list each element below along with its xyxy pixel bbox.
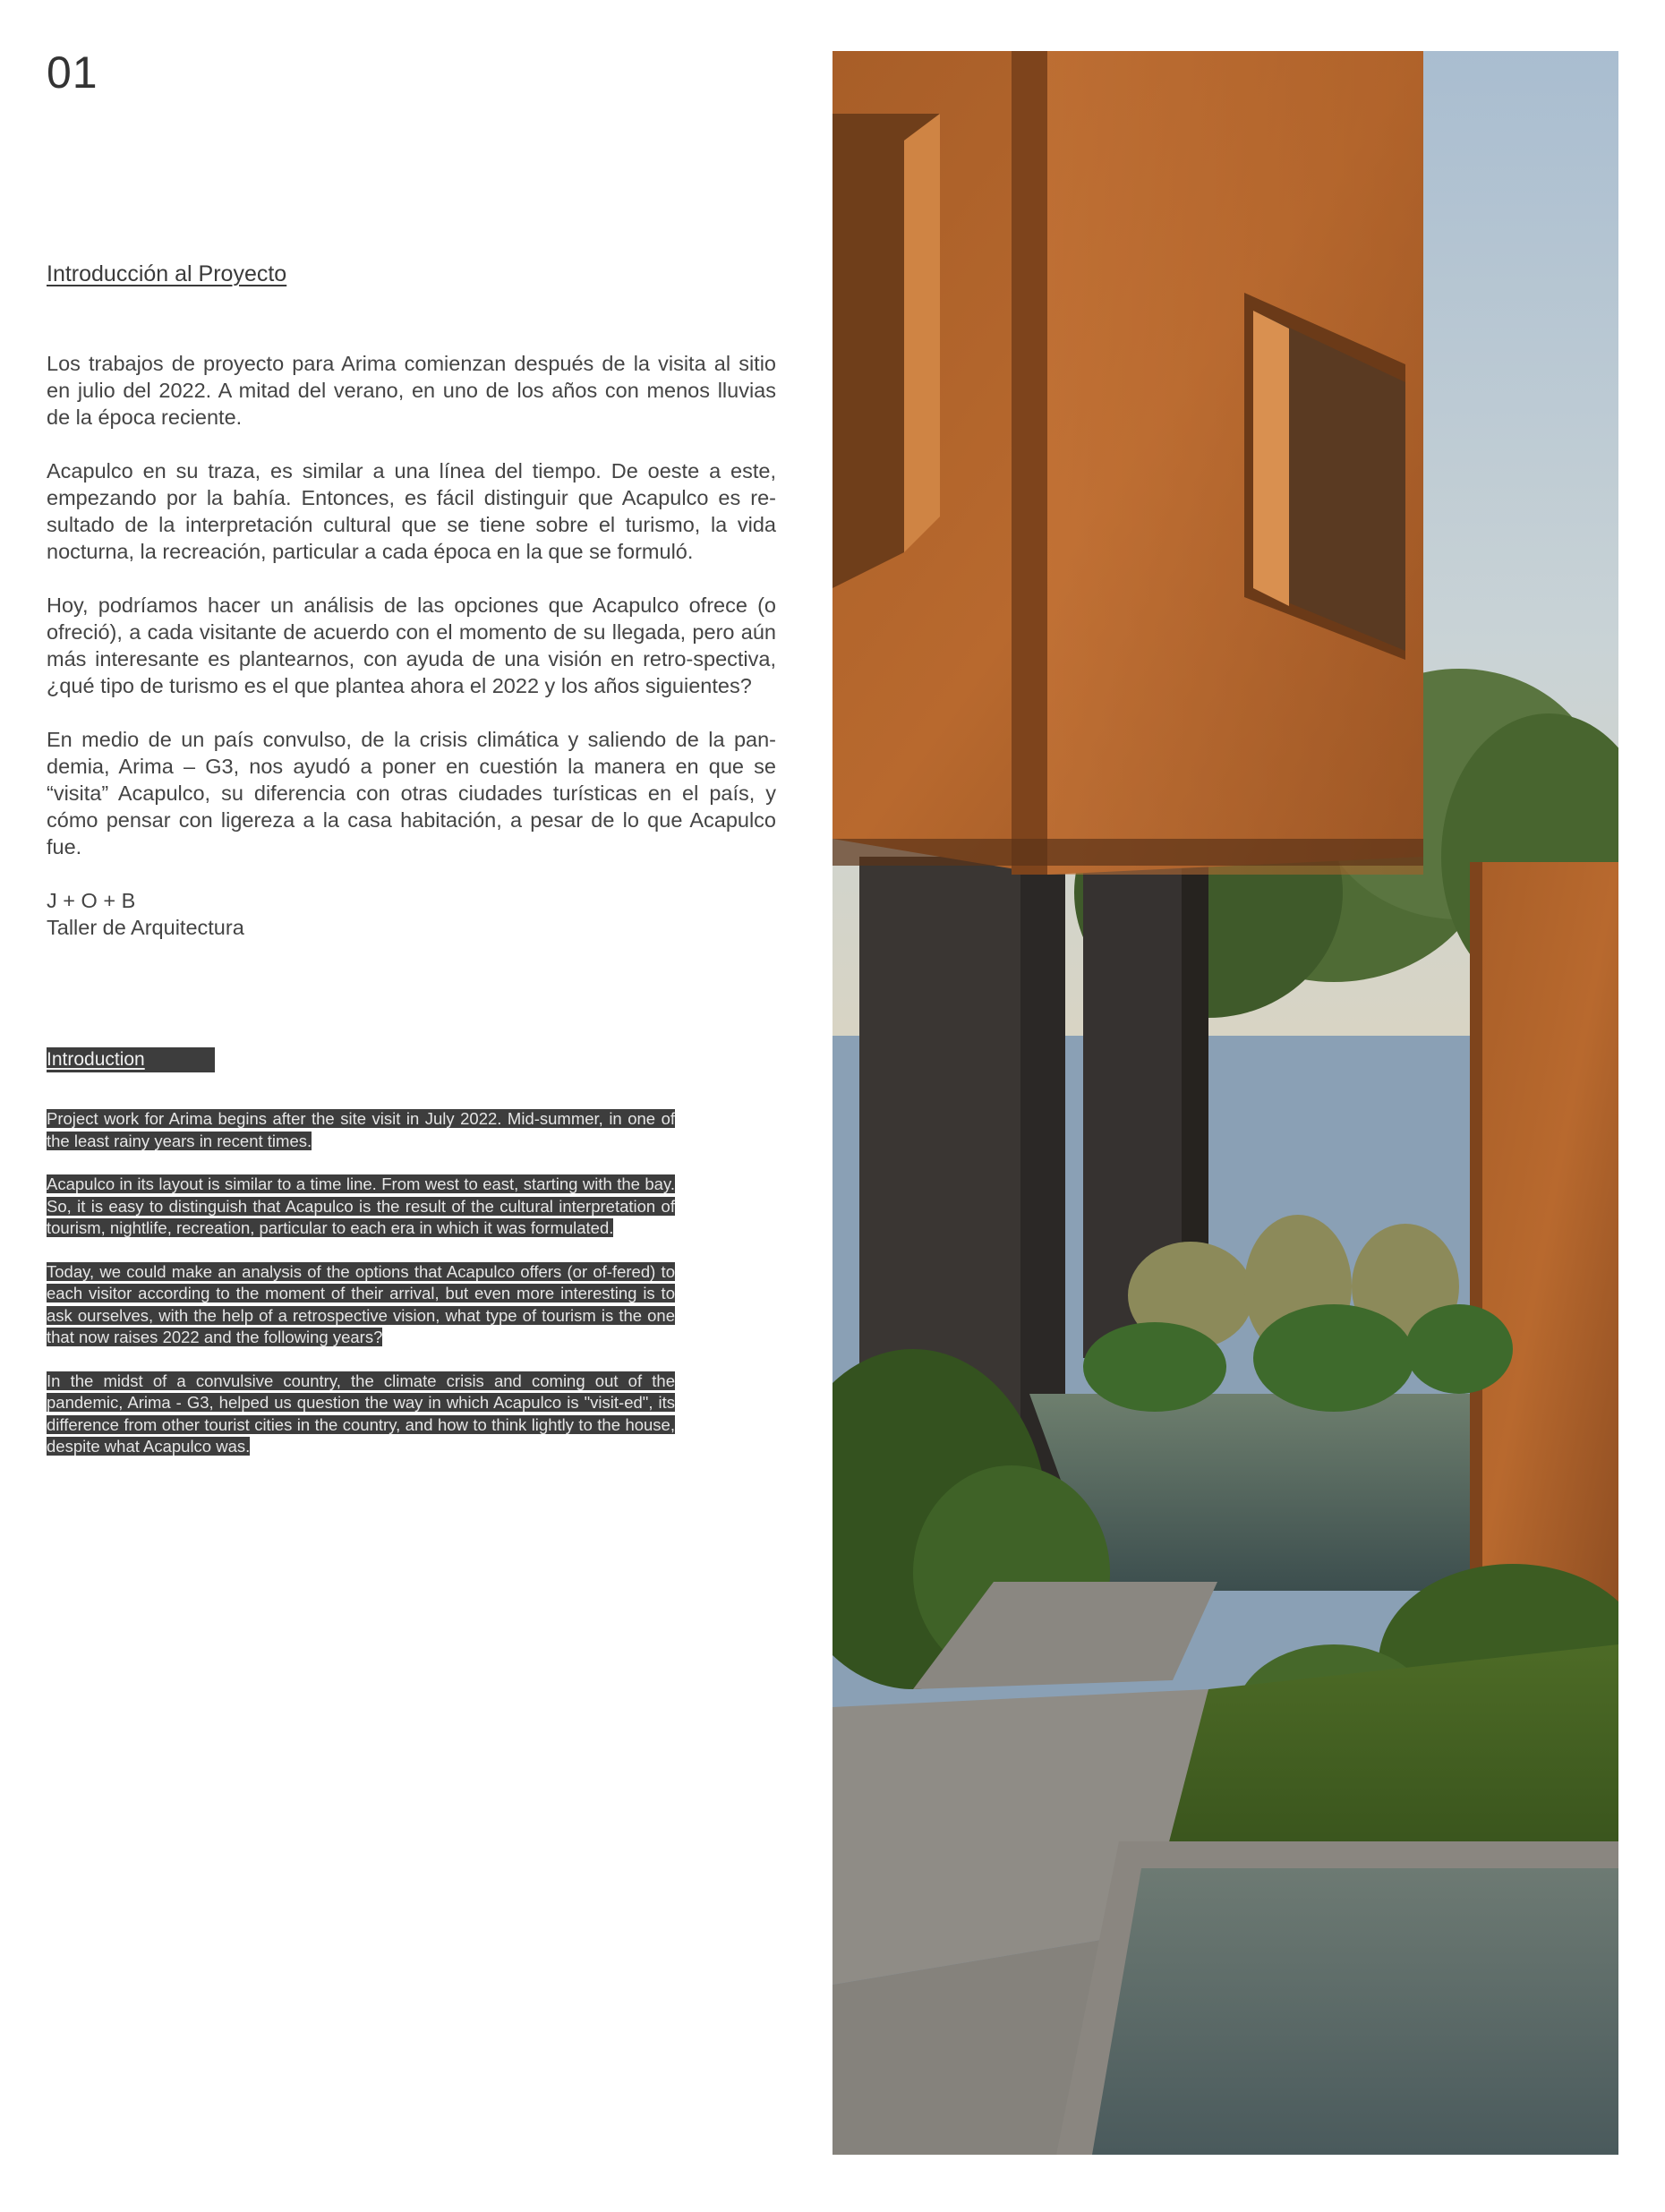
spanish-introduction xyxy=(47,261,776,941)
page-number: 01 xyxy=(47,47,98,98)
english-introduction xyxy=(47,1047,675,1480)
architectural-render-image xyxy=(832,51,1618,2155)
paragraph-en-1: Project work for Arima begins after the site visit in July 2022. Mid-summer, in one of the least rainy years in recent times. xyxy=(47,1109,675,1150)
signature xyxy=(47,887,776,941)
paragraph-en-4: In the midst of a convulsive country, the climate crisis and coming out of the pandemic, Arima - G3, helped us question the way in which Acapulco is "visit-ed", its difference from other tourist cities in the country, and how to think lightly to the house, despite what Acapulco was. xyxy=(47,1371,675,1456)
paragraph-es-3: Hoy, podríamos hacer un análisis de las opciones que Acapulco ofrece (o ofreció), a cada visitante de acuerdo con el momento de su llegada, pero aún más interesante es plantearnos, con ayuda de una visión en retro-spectiva, ¿qué tipo de turismo es el que plantea ahora el 2022 y los años siguientes? xyxy=(47,594,776,697)
signature-initials: J + O + B xyxy=(47,889,136,912)
paragraph-en-3: Today, we could make an analysis of the options that Acapulco offers (or of-fered) to each visitor according to the moment of their arrival, but even more interesting is to ask ourselves, with the help of a retrospective vision, what type of tourism is the one that now raises 2022 and the following years? xyxy=(47,1261,675,1346)
paragraph-es-4: En medio de un país convulso, de la crisis climática y saliendo de la pan-demia, Arima – G3, nos ayudó a poner en cuestión la manera en que se “visita” Acapulco, su diferencia con otras ciudades turísticas en el país, y cómo pensar con ligereza a la casa habitación, a pesar de lo que Acapulco fue. xyxy=(47,728,776,858)
signature-studio: Taller de Arquitectura xyxy=(47,916,244,939)
section-title-es: Introducción al Proyecto xyxy=(47,261,287,286)
section-title-en: Introduction xyxy=(47,1047,215,1072)
paragraph-es-2: Acapulco en su traza, es similar a una línea del tiempo. De oeste a este, empezando por la bahía. Entonces, es fácil distinguir que Acapulco es re-sultado de la interpretación cultural que se tiene sobre el turismo, la vida nocturna, la recreación, particular a cada época en la que se formuló. xyxy=(47,459,776,563)
paragraph-es-1: Los trabajos de proyecto para Arima comienzan después de la visita al sitio en julio del 2022. A mitad del verano, en uno de los años con menos lluvias de la época reciente. xyxy=(47,352,776,429)
paragraph-en-2: Acapulco in its layout is similar to a time line. From west to east, starting with the bay. So, it is easy to distinguish that Acapulco is the result of the cultural interpretation of tourism, nightlife, recreation, particular to each era in which it was formulated. xyxy=(47,1174,675,1237)
